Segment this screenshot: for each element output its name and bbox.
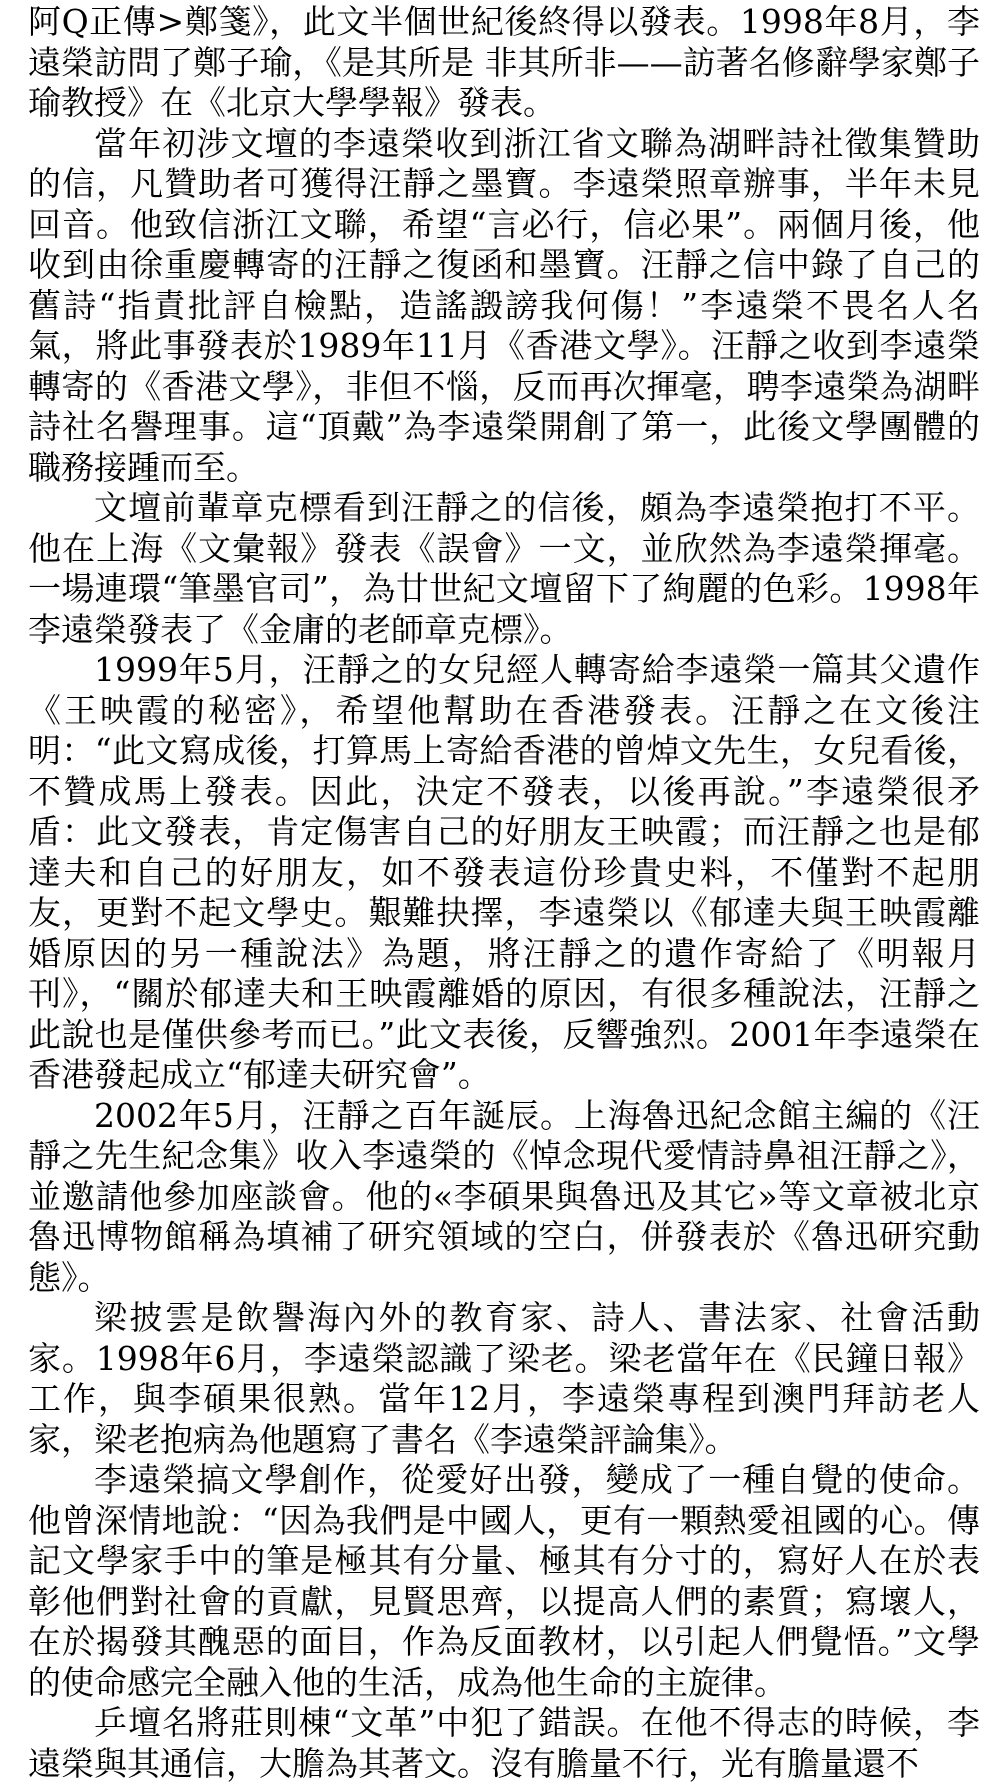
paragraph-5: 2002年5月，汪靜之百年誕辰。上海魯迅紀念館主編的《汪靜之先生紀念集》收入李遠榮的《悼念現代愛情詩鼻祖汪靜之》，並邀請他參加座談會。他的«李碩果與魯迅及其它»等文章被北京魯迅博物館稱為填補了研究領域的空白，併發表於《魯迅研究動態》。 [28, 1095, 980, 1297]
paragraph-7: 李遠榮搞文學創作，從愛好出發，變成了一種自覺的使命。他曾深情地說：“因為我們是中國人，更有一顆熱愛祖國的心。傳記文學家手中的筆是極其有分量、極其有分寸的，寫好人在於表彰他們對社會的貢獻，見賢思齊，以提高人們的素質；寫壞人，在於揭發其醜惡的面目，作為反面教材，以引起人們覺悟。”文學的使命感完全融入他的生活，成為他生命的主旋律。 [28, 1460, 980, 1702]
paragraph-4: 1999年5月，汪靜之的女兒經人轉寄給李遠榮一篇其父遺作《王映霞的秘密》，希望他幫助在香港發表。汪靜之在文後注明：“此文寫成後，打算馬上寄給香港的曾焯文先生，女兒看後，不贊成馬上發表。因此，決定不發表，以後再說。”李遠榮很矛盾：此文發表，肯定傷害自己的好朋友王映霞；而汪靜之也是郁達夫和自己的好朋友，如不發表這份珍貴史料，不僅對不起朋友，更對不起文學史。艱難抉擇，李遠榮以《郁達夫與王映霞離婚原因的另一種說法》為題，將汪靜之的遺作寄給了《明報月刊》，“關於郁達夫和王映霞離婚的原因，有很多種說法，汪靜之此說也是僅供參考而已。”此文表後，反響強烈。2001年李遠榮在香港發起成立“郁達夫研究會”。 [28, 650, 980, 1094]
paragraph-3: 文壇前輩章克標看到汪靜之的信後，頗為李遠榮抱打不平。他在上海《文彙報》發表《誤會》一文，並欣然為李遠榮揮毫。一場連環“筆墨官司”，為廿世紀文壇留下了絢麗的色彩。1998年李遠榮發表了《金庸的老師章克標》。 [28, 488, 980, 649]
paragraph-1: 阿Q正傳>鄭箋》，此文半個世紀後終得以發表。1998年8月，李遠榮訪問了鄭子瑜，《是其所是 非其所非——訪著名修辭學家鄭子瑜教授》在《北京大學學報》發表。 [28, 2, 980, 122]
paragraph-6: 梁披雲是飲譽海內外的教育家、詩人、書法家、社會活動家。1998年6月，李遠榮認識了梁老。梁老當年在《民鐘日報》工作，與李碩果很熟。當年12月，李遠榮專程到澳門拜訪老人家，梁老抱病為他題寫了書名《李遠榮評論集》。 [28, 1298, 980, 1459]
paragraph-8: 乒壇名將莊則棟“文革”中犯了錯誤。在他不得志的時候，李遠榮與其通信，大膽為其著文。沒有膽量不行，光有膽量還不 [28, 1703, 980, 1783]
paragraph-2: 當年初涉文壇的李遠榮收到浙江省文聯為湖畔詩社徵集贊助的信，凡贊助者可獲得汪靜之墨寶。李遠榮照章辦事，半年未見回音。他致信浙江文聯，希望“言必行，信必果”。兩個月後，他收到由徐重慶轉寄的汪靜之復函和墨寶。汪靜之信中錄了自己的舊詩“指責批評自檢點，造謠譭謗我何傷！”李遠榮不畏名人名氣，將此事發表於1989年11月《香港文學》。汪靜之收到李遠榮轉寄的《香港文學》，非但不惱，反而再次揮毫，聘李遠榮為湖畔詩社名譽理事。這“頂戴”為李遠榮開創了第一，此後文學團體的職務接踵而至。 [28, 123, 980, 487]
